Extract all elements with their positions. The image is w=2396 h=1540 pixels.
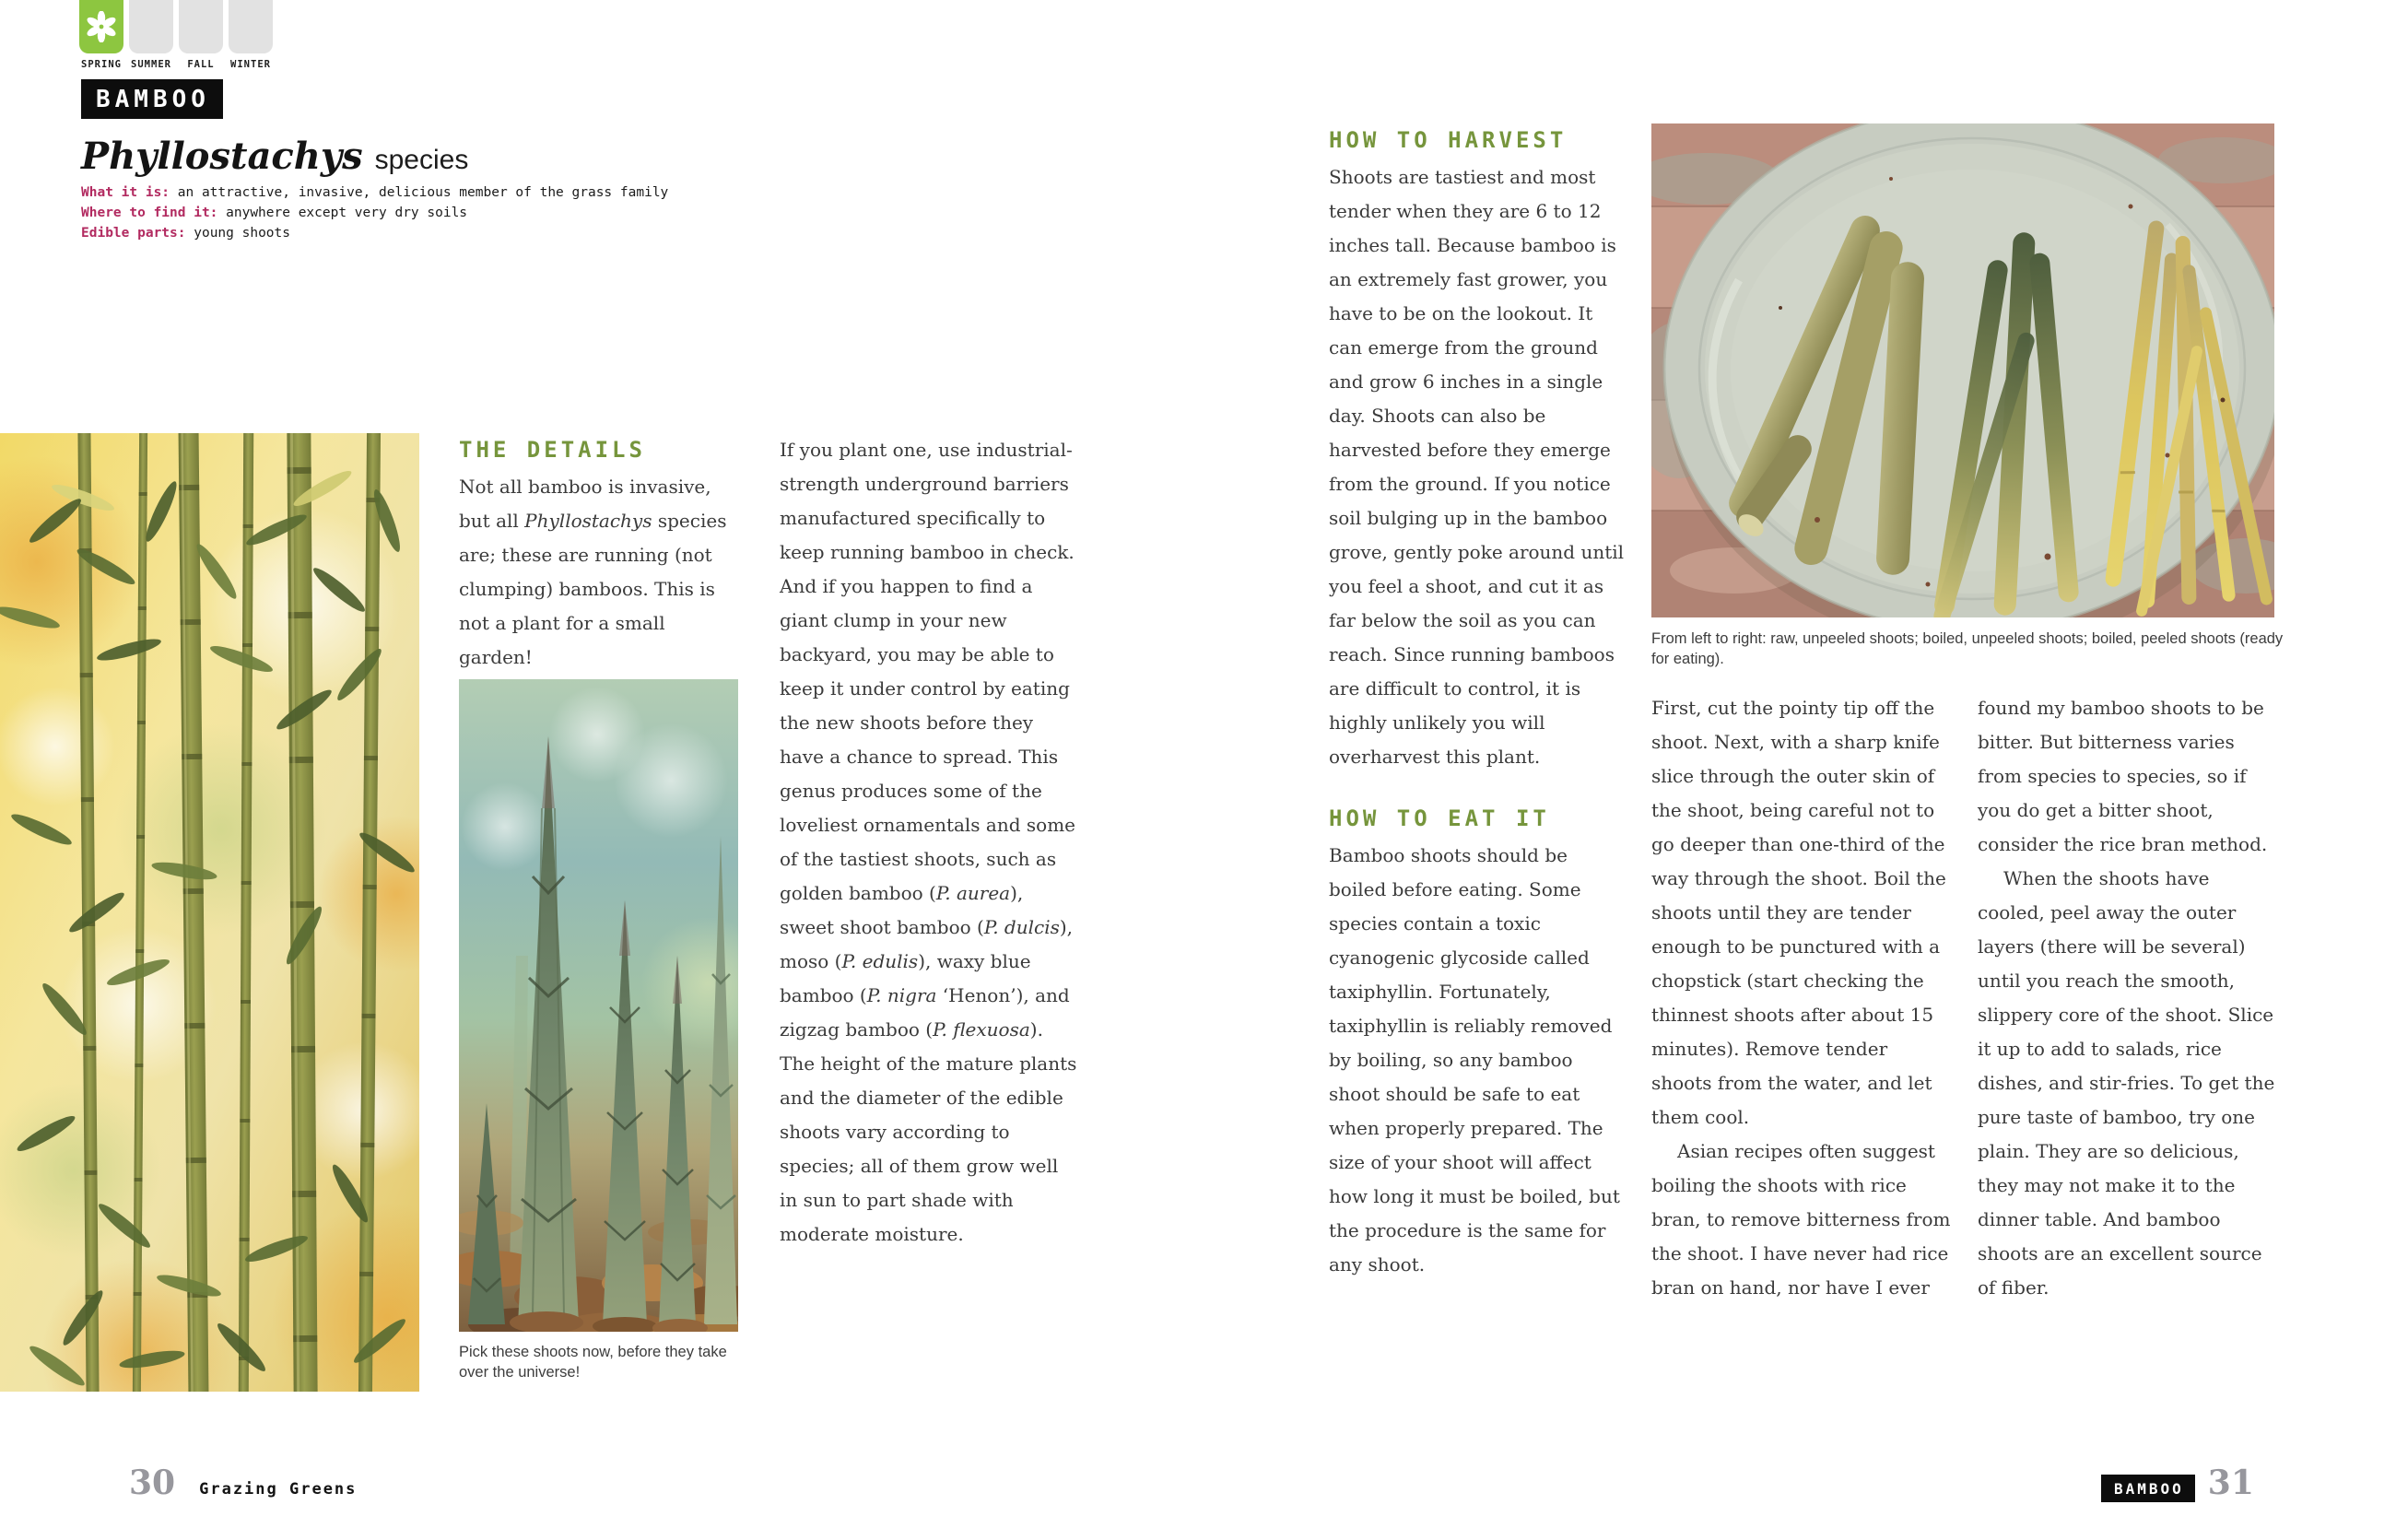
spring-tab-swatch — [79, 0, 123, 53]
fact-label: What it is: — [81, 185, 170, 200]
shoots-photo-caption: Pick these shoots now, before they take over the universe! — [459, 1344, 727, 1381]
season-tab-winter — [229, 0, 273, 70]
fact-where-to-find — [81, 203, 668, 223]
continuation-paragraph: When the shoots have cooled, peel away the outer layers (there will be several) until you reach the smooth, slippery core of the shoot. Slice it up to add to salads, rice dishes, and stir-fries. To get the pure taste of bamboo, try one plain. They are so delicious, they may not make it to the dinner table. And bamboo shoots are an excellent source of fiber. — [1978, 867, 2275, 1299]
details-heading: THE DETAILS — [459, 437, 646, 463]
page-number-right: 31 — [2207, 1464, 2254, 1502]
fact-label: Edible parts: — [81, 226, 186, 241]
season-tab-fall — [179, 0, 223, 70]
bamboo-grove-photo — [0, 433, 419, 1392]
emerging-shoots-illustration — [459, 679, 738, 1332]
genus-species-suffix: species — [374, 145, 469, 175]
plant-title: BAMBOO — [81, 79, 223, 119]
footer-left — [129, 1464, 357, 1502]
season-tab-summer — [129, 0, 173, 70]
bamboo-grove-illustration — [0, 433, 419, 1392]
eat-body: Bamboo shoots should be boiled before eating. Some species contain a toxic cyanogenic glycoside called taxiphyllin. Fortunately, taxiphyllin is reliably removed by boiling, so any bamboo shoot should be safe to eat when properly prepared. The size of your shoot will affect how long it must be boiled, but the procedure is the same for any shoot. — [1329, 844, 1620, 1275]
continuation-paragraph: found my bamboo shoots to be bitter. But bitterness varies from species to species, so if you do get a bitter shoot, consider the rice bran method. — [1978, 697, 2268, 855]
details-paragraph: Not all bamboo is invasive, but all Phyllostachys species are; these are running (not clumping) bamboos. This is not a plant for a small garden! — [459, 476, 727, 668]
season-tabs — [79, 0, 273, 70]
harvest-heading: HOW TO HARVEST — [1329, 127, 1568, 153]
plate-illustration — [1651, 123, 2274, 617]
details-paragraph: If you plant one, use industrial-strength underground barriers manufactured specifically to keep running bamboo in check. And if you happen to find a giant clump in your new backyard, you may be able to keep it under control by eating the new shoots before they have a chance to spread. This genus produces some of the loveliest ornamentals and some of the tastiest shoots, such as golden bamboo (P. aurea), sweet shoot bamboo (P. dulcis), moso (P. edulis), waxy blue bamboo (P. nigra ‘Henon’), and zigzag bamboo (P. flexuosa). The height of the mature plants and the diameter of the edible shoots vary according to species; all of them grow well in sun to part shade with moderate moisture. — [780, 439, 1077, 1245]
details-section — [459, 437, 737, 675]
season-label: FALL — [187, 59, 215, 70]
continuation-paragraph: Asian recipes often suggest boiling the shoots with rice bran, to remove bitterness from the shoot. I have never had rice bran on hand, nor have I ever — [1651, 1140, 1951, 1299]
harvest-eat-column — [1329, 127, 1629, 1282]
fact-value: young shoots — [185, 226, 290, 241]
plate-photo — [1651, 123, 2274, 617]
harvest-body: Shoots are tastiest and most tender when they are 6 to 12 inches tall. Because bamboo is an extremely fast grower, you have to be on the lookout. It can emerge from the ground and grow 6 inches in a single day. Shoots can also be harvested before they emerge from the ground. If you notice soil bulging up in the bamboo grove, gently poke around until you feel a shoot, and cut it as far below the soil as you can reach. Since running bamboos are difficult to control, it is highly unlikely you will overharvest this plant. — [1329, 166, 1625, 768]
page-number-left: 30 — [129, 1464, 176, 1502]
summer-tab-swatch — [129, 0, 173, 53]
eat-heading: HOW TO EAT IT — [1329, 805, 1550, 831]
winter-tab-swatch — [229, 0, 273, 53]
continuation-column-2 — [1978, 691, 2277, 1305]
season-tab-spring — [79, 0, 123, 70]
footer-right — [2101, 1464, 2254, 1502]
details-column-2 — [780, 433, 1078, 1252]
fact-what-it-is — [81, 182, 668, 203]
continuation-paragraph: First, cut the pointy tip off the shoot. Next, with a sharp knife slice through the outer skin of the shoot, being careful not to go deeper than one-third of the way through the shoot. Boil the shoots until they are tender enough to be punctured with a chopstick (start checking the thinnest shoots after about 15 minutes). Remove tender shoots from the water, and let them cool. — [1651, 697, 1946, 1128]
plate-photo-caption: From left to right: raw, unpeeled shoots; boiled, unpeeled shoots; boiled, peeled shoots (ready for eating). — [1651, 630, 2284, 667]
emerging-shoots-photo — [459, 679, 738, 1332]
fact-value: an attractive, invasive, delicious member of the grass family — [170, 185, 669, 200]
fall-tab-swatch — [179, 0, 223, 53]
spring-flower-icon — [86, 11, 117, 42]
season-label: WINTER — [230, 59, 271, 70]
season-label: SUMMER — [131, 59, 171, 70]
fact-value: anywhere except very dry soils — [217, 206, 468, 220]
section-title-footer: Grazing Greens — [199, 1480, 358, 1499]
season-label: SPRING — [81, 59, 122, 70]
genus-name: Phyllostachys — [81, 135, 363, 178]
continuation-column-1 — [1651, 691, 1951, 1305]
fact-edible-parts — [81, 223, 668, 243]
fact-label: Where to find it: — [81, 206, 218, 220]
fact-list — [81, 182, 668, 243]
genus-line — [81, 135, 468, 178]
chapter-badge: BAMBOO — [2101, 1475, 2195, 1502]
